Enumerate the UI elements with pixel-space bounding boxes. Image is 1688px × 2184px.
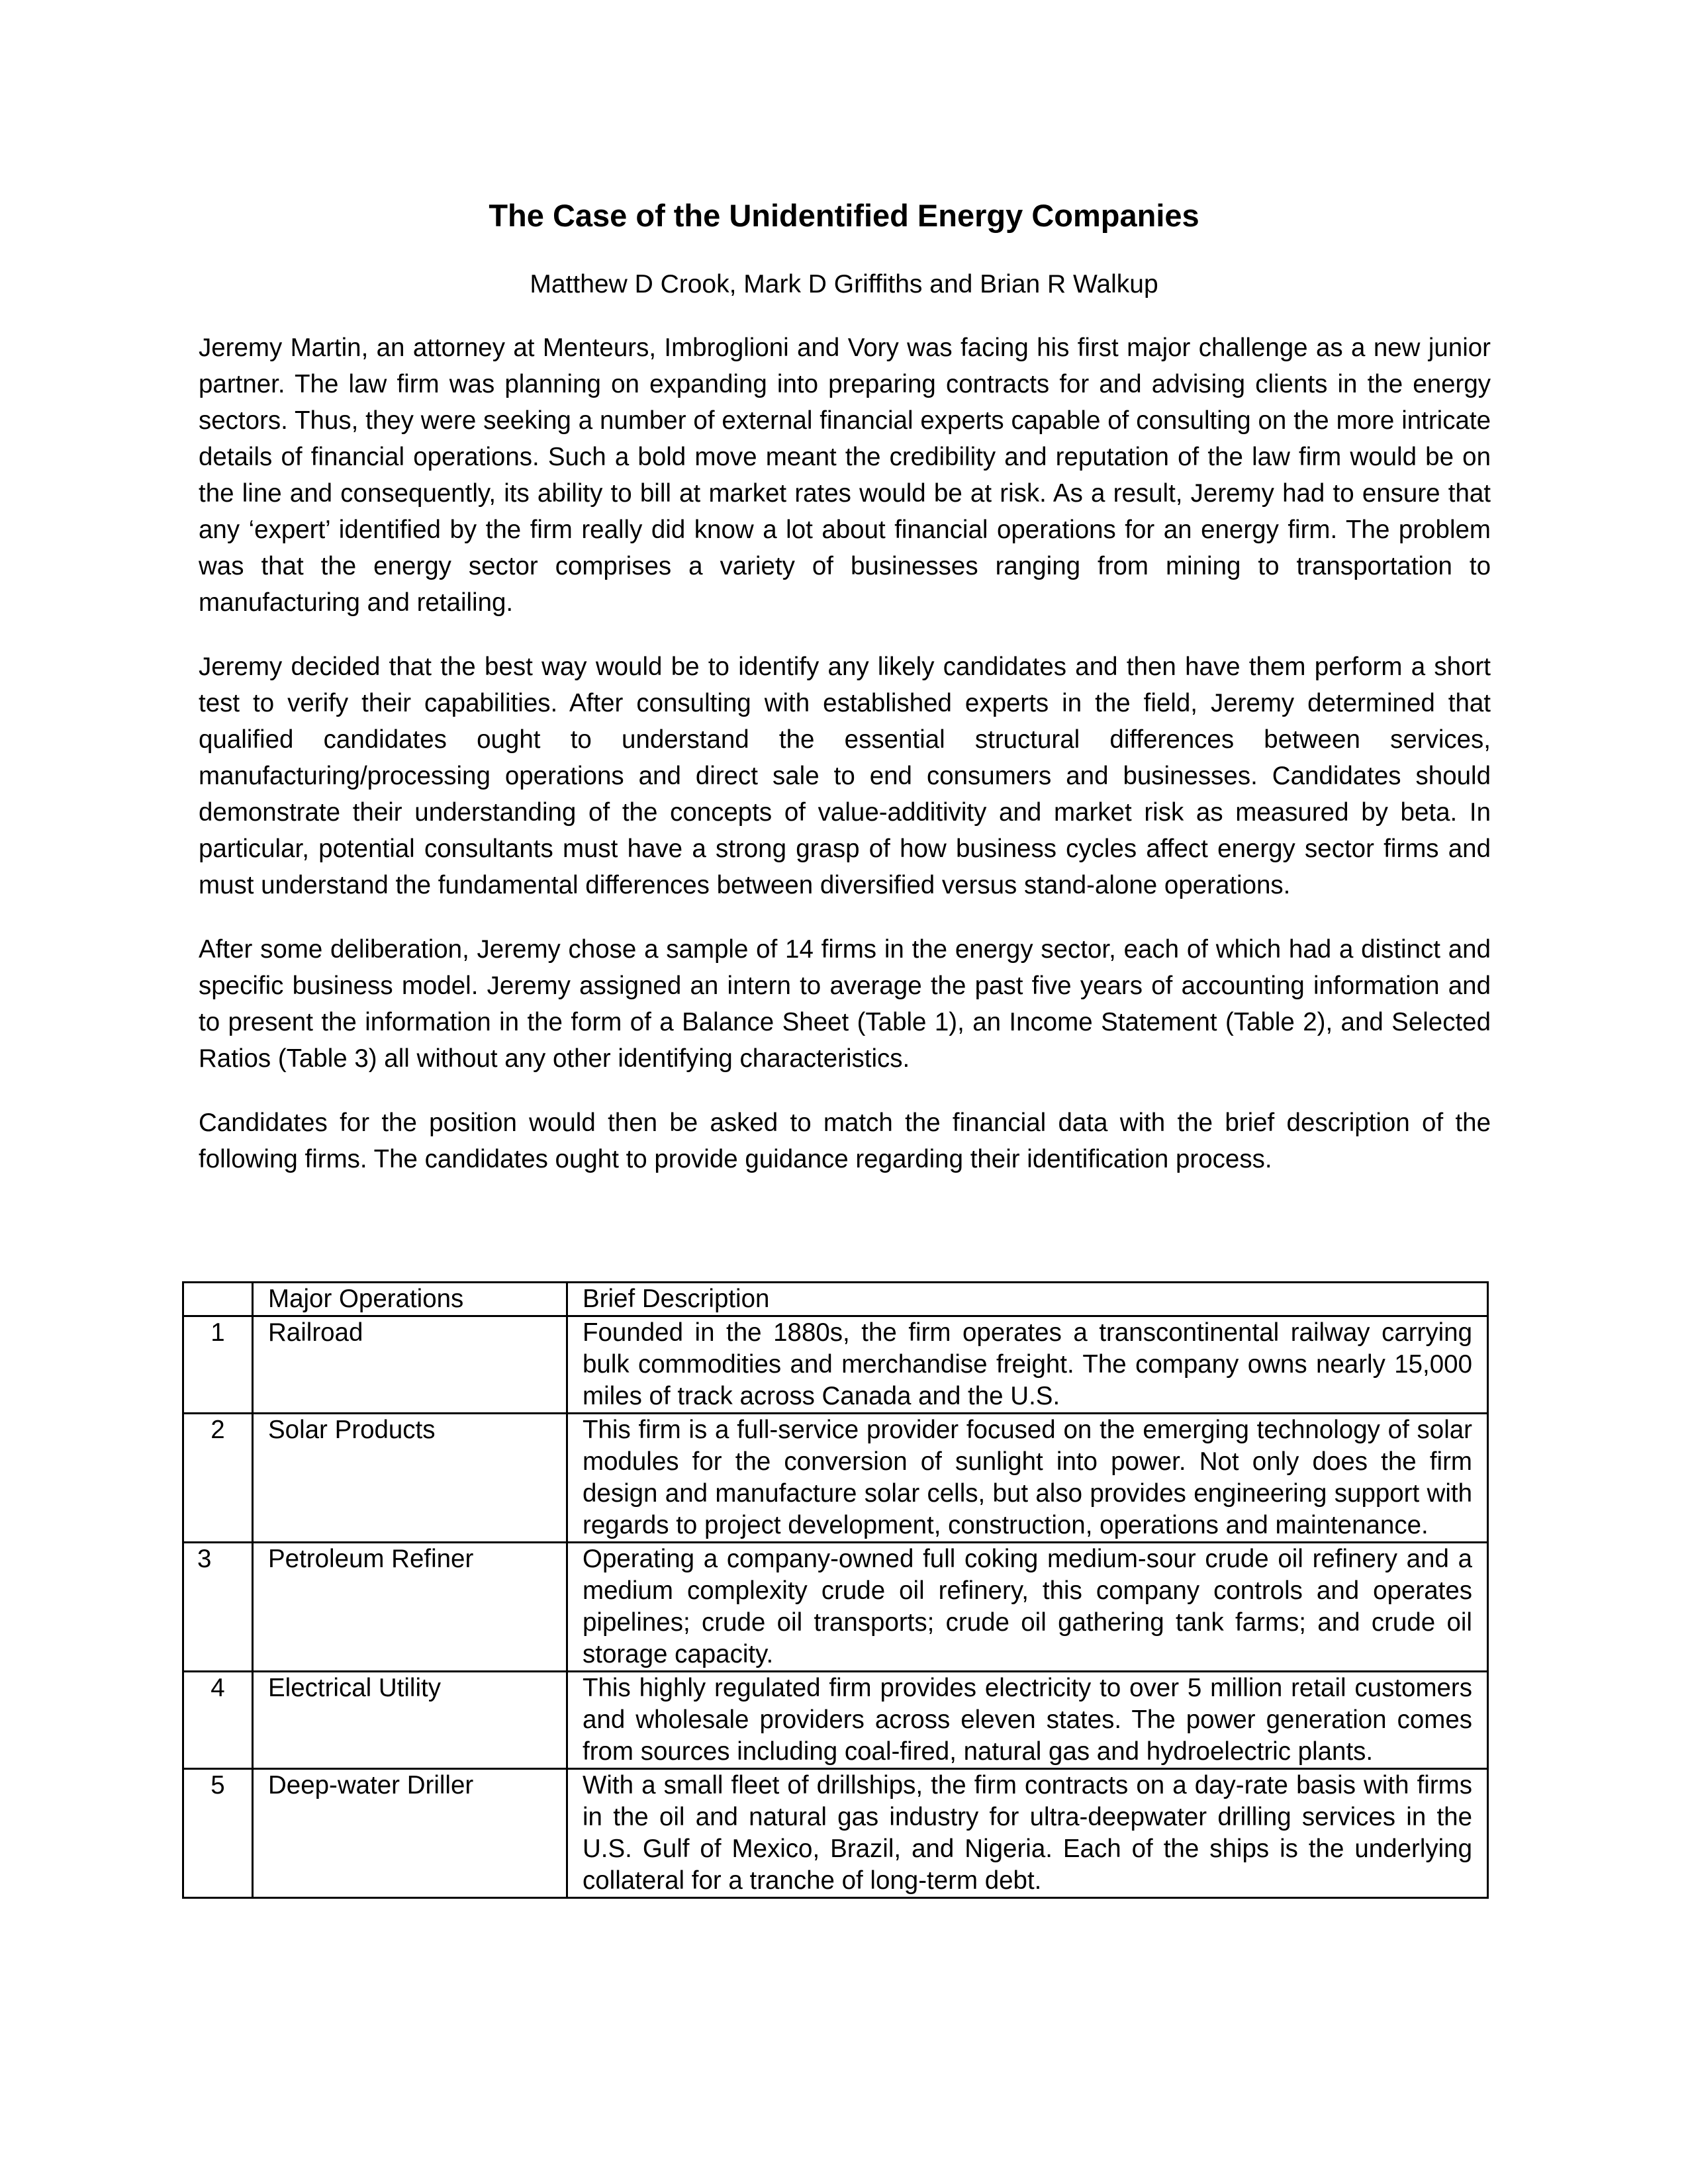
table-row <box>183 1316 1488 1414</box>
row-number: 3 <box>183 1543 253 1672</box>
paragraph: Jeremy Martin, an attorney at Menteurs, Imbroglioni and Vory was facing his first major challenge as a new junior partner. The law firm was planning on expanding into preparing contracts for and advising clients in the energy sectors. Thus, they were seeking a number of external financial experts capable of consulting on the more intricate details of financial operations. Such a bold move meant the credibility and reputation of the law firm would be on the line and consequently, its ability to bill at market rates would be at risk. As a result, Jeremy had to ensure that any ‘expert’ identified by the firm really did know a lot about financial operations for an energy firm. The problem was that the energy sector comprises a variety of businesses ranging from mining to transportation to manufacturing and retailing. <box>199 334 1491 617</box>
header-number <box>183 1283 253 1316</box>
document-title: The Case of the Unidentified Energy Companies <box>489 198 1199 233</box>
table-row <box>183 1414 1488 1543</box>
header-brief-description: Brief Description <box>567 1283 1488 1316</box>
row-description: This firm is a full-service provider focused on the emerging technology of solar modules for the conversion of sunlight into power. Not only does the firm design and manufacture solar cells, but also provides engineering support with regards to project development, construction, operations and maintenance. <box>567 1414 1488 1543</box>
paragraph: Candidates for the position would then be asked to match the financial data with the brief description of the following firms. The candidates ought to provide guidance regarding their identification process. <box>199 1109 1491 1173</box>
paragraph: After some deliberation, Jeremy chose a sample of 14 firms in the energy sector, each of which had a distinct and specific business model. Jeremy assigned an intern to average the past five years of accounting information and to present the information in the form of a Balance Sheet (Table 1), an Income Statement (Table 2), and Selected Ratios (Table 3) all without any other identifying characteristics. <box>199 935 1491 1073</box>
table-row <box>183 1769 1488 1898</box>
row-number: 5 <box>183 1769 253 1898</box>
row-operation: Railroad <box>253 1316 567 1414</box>
row-number: 4 <box>183 1672 253 1769</box>
row-description: With a small fleet of drillships, the firm contracts on a day-rate basis with firms in the oil and natural gas industry for ultra-deepwater drilling services in the U.S. Gulf of Mexico, Brazil, and Nigeria. Each of the ships is the underlying collateral for a tranche of long-term debt. <box>567 1769 1488 1898</box>
header-major-operations: Major Operations <box>253 1283 567 1316</box>
row-description: This highly regulated firm provides electricity to over 5 million retail customers and wholesale providers across eleven states. The power generation comes from sources including coal-fired, natural gas and hydroelectric plants. <box>567 1672 1488 1769</box>
row-description: Operating a company-owned full coking medium-sour crude oil refinery and a medium complexity crude oil refinery, this company controls and operates pipelines; crude oil transports; crude oil gathering tank farms; and crude oil storage capacity. <box>567 1543 1488 1672</box>
row-number: 2 <box>183 1414 253 1543</box>
document-body <box>199 330 1491 1205</box>
table-row <box>183 1672 1488 1769</box>
row-operation: Deep-water Driller <box>253 1769 567 1898</box>
table-row <box>183 1543 1488 1672</box>
row-operation: Petroleum Refiner <box>253 1543 567 1672</box>
row-operation: Solar Products <box>253 1414 567 1543</box>
paragraph: Jeremy decided that the best way would be to identify any likely candidates and then have them perform a short test to verify their capabilities. After consulting with established experts in the field, Jeremy determined that qualified candidates ought to understand the essential structural differences between services, manufacturing/processing operations and direct sale to end consumers and businesses. Candidates should demonstrate their understanding of the concepts of value-additivity and market risk as measured by beta. In particular, potential consultants must have a strong grasp of how business cycles affect energy sector firms and must understand the fundamental differences between diversified versus stand-alone operations. <box>199 653 1491 899</box>
row-description: Founded in the 1880s, the firm operates a transcontinental railway carrying bulk commodities and merchandise freight. The company owns nearly 15,000 miles of track across Canada and the U.S. <box>567 1316 1488 1414</box>
firm-descriptions-table <box>182 1281 1489 1899</box>
row-operation: Electrical Utility <box>253 1672 567 1769</box>
authors: Matthew D Crook, Mark D Griffiths and Brian R Walkup <box>530 270 1158 298</box>
table-header-row <box>183 1283 1488 1316</box>
row-number: 1 <box>183 1316 253 1414</box>
